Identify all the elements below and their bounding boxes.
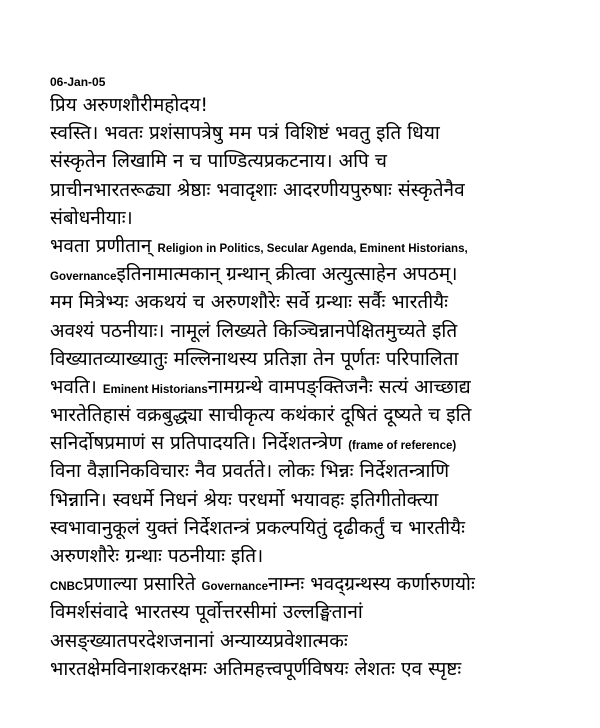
- english-channel-name: CNBC: [50, 581, 84, 594]
- line-text: भवता प्रणीतान्: [50, 234, 158, 257]
- line-text: असङ्ख्यातपरदेशजनानां अन्याय्यप्रवेशात्मकः: [50, 629, 348, 652]
- body-line: [50, 288, 590, 316]
- body-line: [50, 317, 590, 345]
- body-line: [50, 147, 590, 175]
- english-book-title: Governance: [50, 271, 117, 284]
- line-text: सनिर्दोषप्रमाणं स प्रतिपादयति। निर्देशतन्त्रेण: [50, 432, 349, 455]
- body-line: [50, 260, 590, 288]
- body-line: [50, 373, 590, 401]
- body-line: [50, 514, 590, 542]
- line-text: विना वैज्ञानिकविचारः नैव प्रवर्तते। लोकः भिन्नः निर्देशतन्त्राणि: [50, 460, 450, 483]
- body-line: [50, 119, 590, 147]
- body-line: [50, 570, 590, 598]
- line-text: नामग्रन्थे वामपङ्क्तिजनैः सत्यं आच्छाद्य: [207, 375, 471, 398]
- english-phrase: (frame of reference): [348, 440, 457, 453]
- letter-document: [50, 73, 590, 683]
- line-text: प्रणाल्या प्रसारिते: [83, 573, 202, 596]
- letter-date: 06-Jan-05: [50, 75, 106, 89]
- english-book-titles: Religion in Politics, Secular Agenda, Eminent Historians,: [157, 242, 468, 255]
- line-text: भिन्नानि। स्वधर्मे निधनं श्रेयः परधर्मो भयावहः इतिगीतोक्त्या: [50, 488, 439, 511]
- english-book-title: Governance: [201, 581, 268, 594]
- line-text: इतिनामात्मकान् ग्रन्थान् क्रीत्वा अत्युत्साहेन अपठम्।: [116, 263, 458, 286]
- line-text: विमर्शसंवादे भारतस्य पूर्वोत्तरसीमां उल्लङ्घितानां: [50, 601, 363, 624]
- line-text: नाम्नः भवद्ग्रन्थस्य कर्णारुणयोः: [268, 573, 475, 596]
- english-book-title: Eminent Historians: [102, 383, 208, 396]
- body-line: [50, 655, 590, 683]
- body-line: [50, 401, 590, 429]
- line-text: भारतेतिहासं वक्रबुद्ध्या साचीकृत्य कथंकारं दूषितं दूष्यते च इति: [50, 404, 472, 427]
- body-line: [50, 457, 590, 485]
- body-line: [50, 345, 590, 373]
- line-text: स्वस्ति। भवतः प्रशंसापत्रेषु मम पत्रं विशिष्टं भवतु इति धिया: [50, 122, 440, 145]
- body-line: [50, 204, 590, 232]
- line-text: संस्कृतेन लिखामि न च पाण्डित्यप्रकटनाय। अपि च: [50, 150, 387, 173]
- line-text: विख्यातव्याख्यातुः मल्लिनाथस्य प्रतिज्ञा तेन पूर्णतः परिपालिता: [50, 347, 459, 370]
- body-line: [50, 176, 590, 204]
- body-line: [50, 542, 590, 570]
- line-text: भवति।: [50, 375, 103, 398]
- line-text: संबोधनीयाः।: [50, 206, 133, 229]
- line-text: मम मित्रेभ्यः अकथयं च अरुणशौरेः सर्वे ग्रन्थाः सर्वैः भारतीयैः: [50, 291, 448, 314]
- body-line: [50, 627, 590, 655]
- body-line: [50, 232, 590, 260]
- body-line: [50, 598, 590, 626]
- body-line: [50, 486, 590, 514]
- line-text: प्राचीनभारतरूढ्या श्रेष्ठाः भवादृशाः आदरणीयपुरुषाः संस्कृतेनैव: [50, 178, 465, 201]
- line-text: अवश्यं पठनीयाः। नामूलं लिख्यते किञ्चिन्नानपेक्षितमुच्यते इति: [50, 319, 458, 342]
- salutation-line: [50, 91, 590, 119]
- line-text: अरुणशौरेः ग्रन्थाः पठनीयाः इति।: [50, 545, 264, 567]
- line-text: स्वभावानुकूलं युक्तं निर्देशतन्त्रं प्रकल्पयितुं दृढीकर्तुं च भारतीयैः: [50, 516, 465, 539]
- line-text: प्रिय अरुणशौरीमहोदय!: [50, 94, 209, 116]
- body-line: [50, 429, 590, 457]
- line-text: भारतक्षेमविनाशकरक्षमः अतिमहत्त्वपूर्णविषयः लेशतः एव स्पृष्टः: [50, 657, 462, 680]
